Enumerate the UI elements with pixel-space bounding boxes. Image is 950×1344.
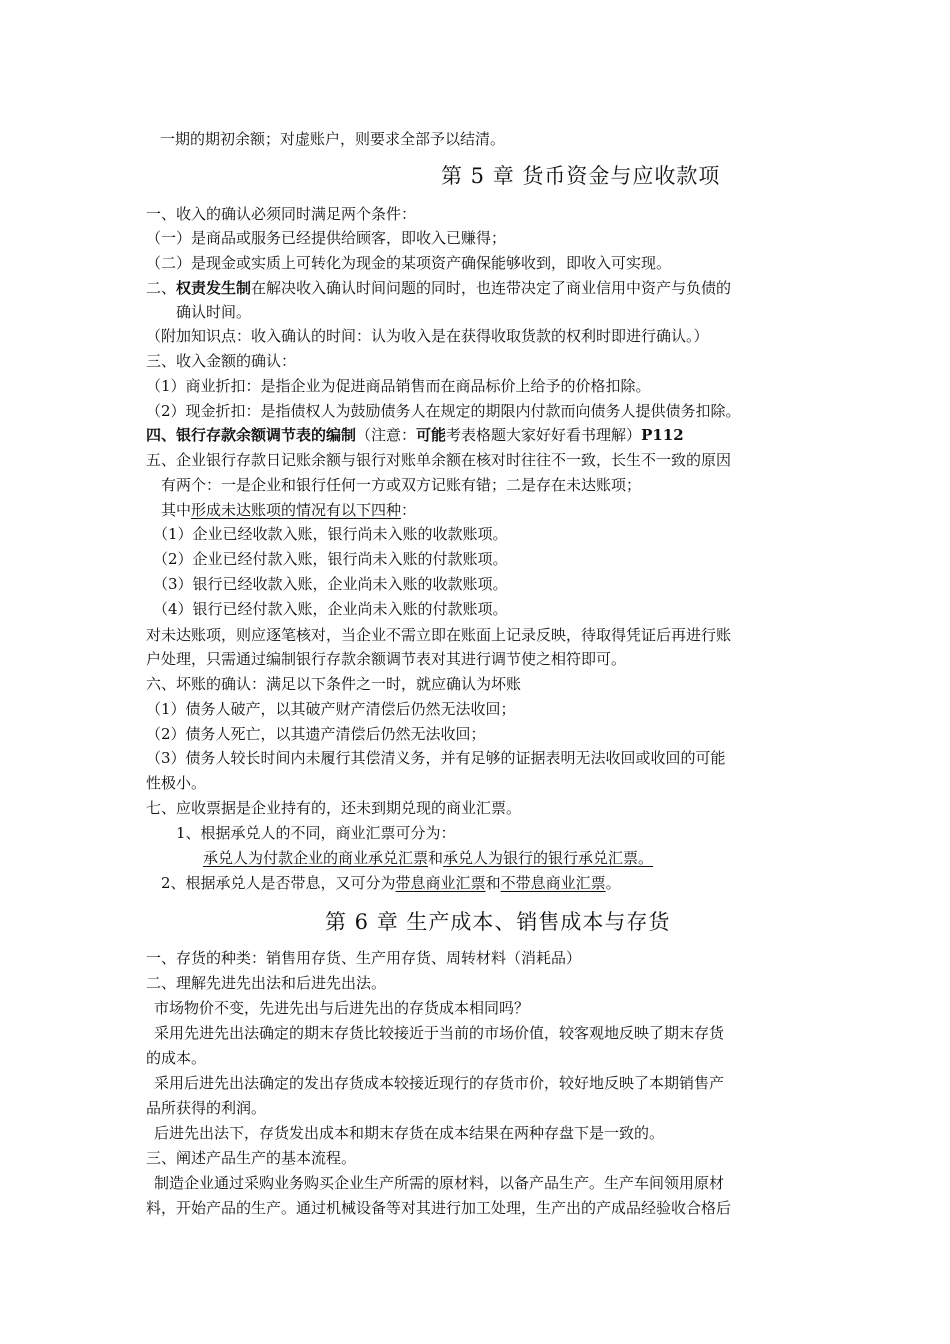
underlined-term: 形成未达账项的情况有以下四种 [191,501,402,519]
text-line: 料，开始产品的生产。通过机械设备等对其进行加工处理，生产出的产成品经验收合格后 [146,1199,732,1217]
text-run: ： [401,501,417,519]
text-line: （2）现金折扣：是指债权人为鼓励债务人在规定的期限内付款而向债务人提供债务扣除。 [146,402,741,420]
text-line: 三、收入金额的确认： [146,352,297,370]
text-line [146,276,731,300]
text-line: 确认时间。 [176,303,252,321]
list-item: （1）债务人破产，以其破产财产清偿后仍然无法收回； [146,700,516,718]
text-run: 二、 [146,279,177,297]
underlined-term: 不带息商业汇票 [500,874,606,892]
text-line: 六、坏账的确认：满足以下条件之一时，就应确认为坏账 [146,675,522,693]
list-item: （2）企业已经付款入账，银行尚未入账的付款账项。 [153,550,508,568]
underlined-term: 承兑人为付款企业的商业承兑汇票 [203,849,429,867]
chapter-6-heading: 第 6 章 生产成本、销售成本与存货 [325,910,671,934]
text-line [161,871,621,895]
text-line: 一期的期初余额；对虚账户，则要求全部予以结清。 [160,130,506,148]
text-line: 有两个：一是企业和银行任何一方或双方记账有错；二是存在未达账项； [161,476,642,494]
text-line: 户处理，只需通过编制银行存款余额调节表对其进行调节使之相符即可。 [146,650,627,668]
text-line: 性极小。 [146,774,207,792]
chapter-5-heading: 第 5 章 货币资金与应收款项 [441,164,721,188]
text-run: 在解决收入确认时间问题的同时，也连带决定了商业信用中资产与负债的 [251,279,732,297]
text-line: （二）是现金或实质上可转化为现金的某项资产确保能够收到，即收入可实现。 [146,254,672,272]
text-line: 三、阐述产品生产的基本流程。 [146,1149,357,1167]
text-line [146,423,684,447]
text-run: （注意： [356,426,417,444]
underlined-term: 承兑人为银行的银行承兑汇票。 [443,849,654,867]
text-line: 一、存货的种类：销售用存货、生产用存货、周转材料（消耗品） [146,949,582,967]
bold-term: 四、银行存款余额调节表的编制 [146,426,357,444]
text-line: 七、应收票据是企业持有的，还未到期兑现的商业汇票。 [146,799,522,817]
list-item: （2）债务人死亡，以其遗产清偿后仍然无法收回； [146,725,486,743]
list-item: （4）银行已经付款入账，企业尚未入账的付款账项。 [153,600,508,618]
text-line: （1）商业折扣：是指企业为促进商品销售而在商品标价上给予的价格扣除。 [146,377,651,395]
text-line: 品所获得的利润。 [146,1099,267,1117]
text-line [161,498,416,522]
text-line: 后进先出法下，存货发出成本和期末存货在成本结果在两种存盘下是一致的。 [154,1124,665,1142]
text-run: 和 [485,874,501,892]
text-line: 五、企业银行存款日记账余额与银行对账单余额在核对时往往不一致，长生不一致的原因 [146,451,732,469]
text-run: 。 [605,874,621,892]
text-line: 一、收入的确认必须同时满足两个条件： [146,205,417,223]
text-line: 采用先进先出法确定的期末存货比较接近于当前的市场价值，较客观地反映了期末存货 [154,1024,725,1042]
bold-term: 可能 [416,426,447,444]
text-line: 制造企业通过采购业务购买企业生产所需的原材料，以备产品生产。生产车间领用原材 [154,1174,725,1192]
text-line: 的成本。 [146,1049,207,1067]
text-run: 考表格题大家好好看书理解） [446,426,642,444]
text-line: 采用后进先出法确定的发出存货成本较接近现行的存货市价，较好地反映了本期销售产 [154,1074,725,1092]
list-item: （3）银行已经收款入账，企业尚未入账的收款账项。 [153,575,508,593]
text-line: 市场物价不变，先进先出与后进先出的存货成本相同吗？ [154,999,530,1017]
page-reference: P112 [641,426,684,444]
underlined-term: 带息商业汇票 [395,874,486,892]
text-line [203,846,653,870]
list-item: （1）企业已经收款入账，银行尚未入账的收款账项。 [153,525,508,543]
text-line: 二、理解先进先出法和后进先出法。 [146,974,387,992]
text-line: （一）是商品或服务已经提供给顾客，即收入已赚得； [146,229,507,247]
text-run: 其中 [161,501,192,519]
bold-term: 权责发生制 [176,279,252,297]
text-line: 对未达账项，则应逐笔核对，当企业不需立即在账面上记录反映，待取得凭证后再进行账 [146,626,732,644]
text-run: 2、根据承兑人是否带息，又可分为 [161,874,396,892]
text-run: 和 [428,849,444,867]
text-line: （附加知识点：收入确认的时间：认为收入是在获得收取货款的权利时即进行确认。） [146,327,709,345]
list-item: （3）债务人较长时间内未履行其偿清义务，并有足够的证据表明无法收回或收回的可能 [146,749,726,767]
text-line: 1、根据承兑人的不同，商业汇票可分为： [176,824,456,842]
